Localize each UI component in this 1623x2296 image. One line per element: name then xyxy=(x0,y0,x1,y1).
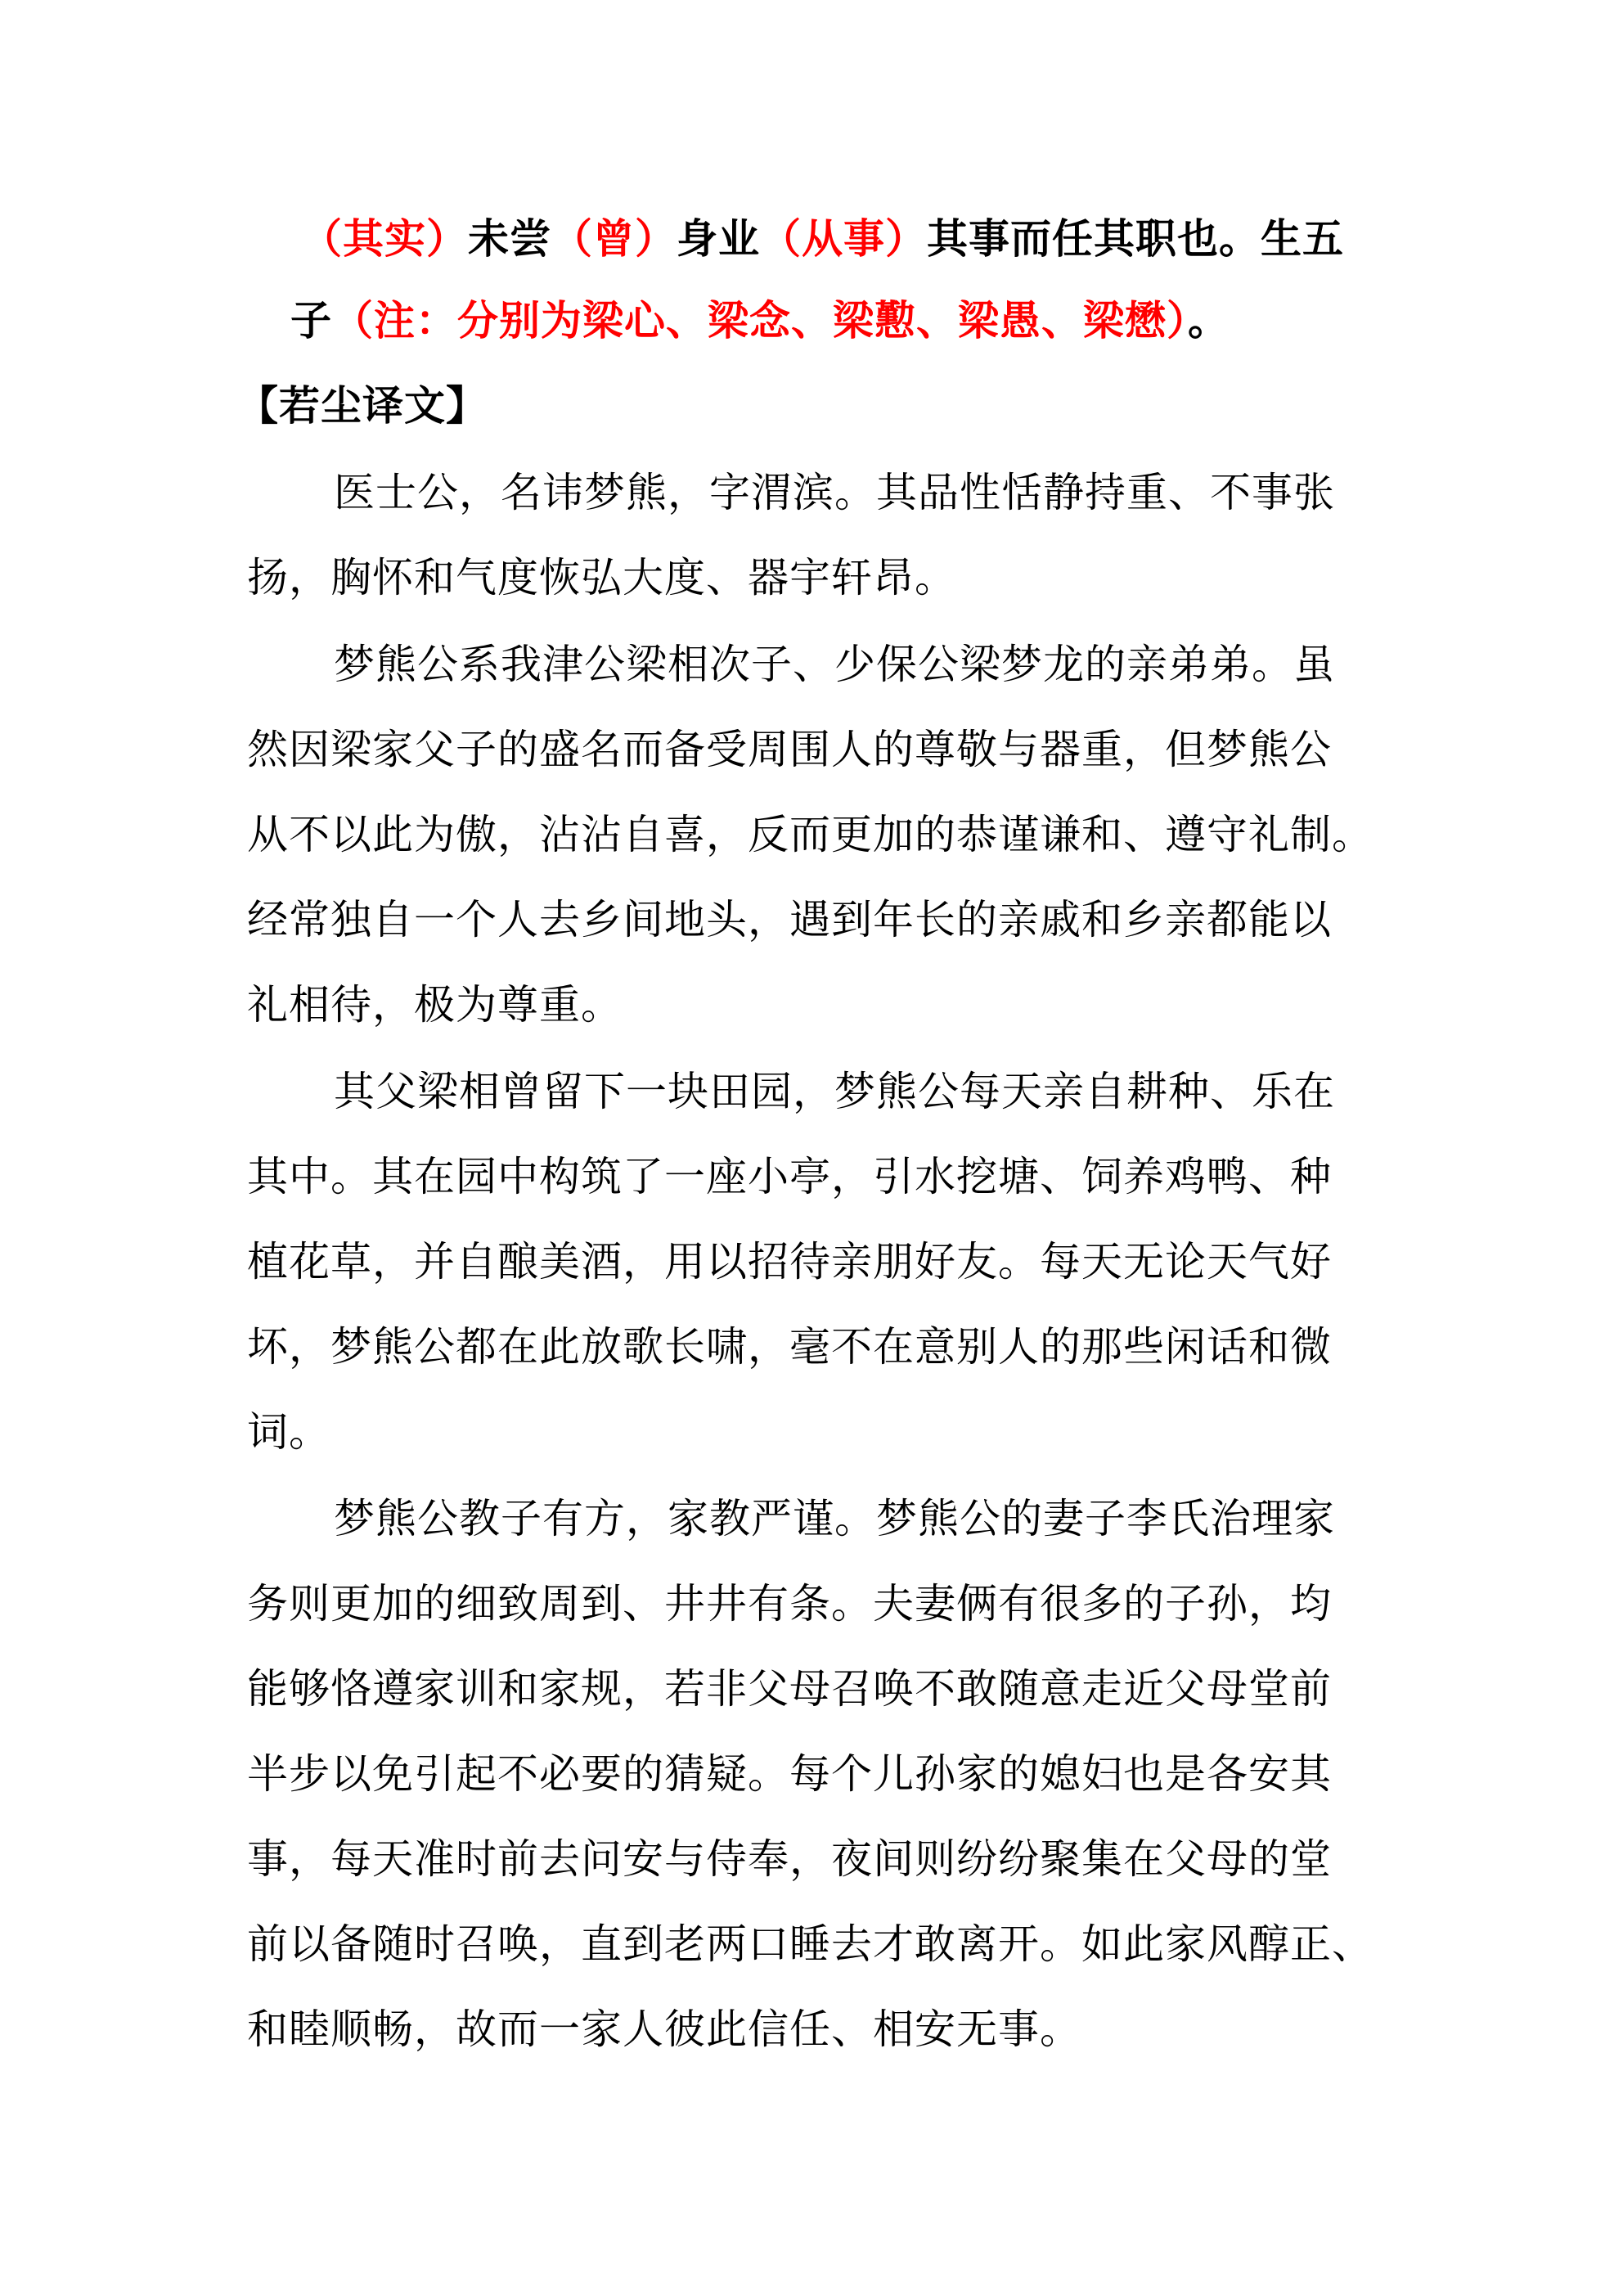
original-text: 身业 xyxy=(677,214,760,263)
paragraph-4-line-7: 和睦顺畅，故而一家人彼此信任、相安无事。 xyxy=(247,2006,1081,2053)
paragraph-2-line-3: 从不以此为傲，沾沾自喜，反而更加的恭谨谦和、遵守礼制。 xyxy=(247,811,1373,858)
paragraph-3-line-2: 其中。其在园中构筑了一座小亭，引水挖塘、饲养鸡鸭、种 xyxy=(247,1153,1332,1200)
original-text: 子 xyxy=(290,296,332,344)
paragraph-1-line-1: 医士公，名讳梦熊，字渭滨。其品性恬静持重、不事张 xyxy=(334,469,1335,516)
paragraph-3-line-4: 坏，梦熊公都在此放歌长啸，毫不在意别人的那些闲话和微 xyxy=(247,1323,1332,1371)
paragraph-3-line-3: 植花草，并自酿美酒，用以招待亲朋好友。每天无论天气好 xyxy=(247,1238,1332,1285)
paragraph-2-line-1: 梦熊公系我津公梁相次子、少保公梁梦龙的亲弟弟。虽 xyxy=(334,641,1335,688)
paragraph-2-line-4: 经常独自一个人去乡间地头，遇到年长的亲戚和乡亲都能以 xyxy=(247,896,1332,943)
paragraph-2-line-5: 礼相待，极为尊重。 xyxy=(247,981,623,1029)
paragraph-4-line-1: 梦熊公教子有方，家教严谨。梦熊公的妻子李氏治理家 xyxy=(334,1495,1335,1542)
annotation-text: （其实） xyxy=(301,214,468,263)
continuation-line-2 xyxy=(290,296,1230,345)
continuation-line-1 xyxy=(301,214,1344,263)
annotation-text: （从事） xyxy=(760,214,927,263)
paragraph-1-line-2: 扬，胸怀和气度恢弘大度、器宇轩昂。 xyxy=(247,554,956,601)
paragraph-4-line-6: 前以备随时召唤，直到老两口睡去才敢离开。如此家风醇正、 xyxy=(247,1920,1373,1968)
paragraph-4-line-5: 事，每天准时前去问安与侍奉，夜间则纷纷聚集在父母的堂 xyxy=(247,1835,1332,1883)
paragraph-4-line-3: 能够恪遵家训和家规，若非父母召唤不敢随意走近父母堂前 xyxy=(247,1665,1332,1713)
paragraph-3-line-1: 其父梁相曾留下一块田园，梦熊公每天亲自耕种、乐在 xyxy=(334,1068,1335,1115)
paragraph-2-line-2: 然因梁家父子的盛名而备受周围人的尊敬与器重，但梦熊公 xyxy=(247,726,1332,773)
paragraph-3-line-5: 词。 xyxy=(247,1408,330,1456)
original-text: 。 xyxy=(1188,296,1230,344)
section-heading: 【若尘译文】 xyxy=(237,381,488,430)
annotation-text: （曾） xyxy=(551,214,677,263)
paragraph-4-line-2: 务则更加的细致周到、井井有条。夫妻俩有很多的子孙，均 xyxy=(247,1580,1332,1627)
paragraph-4-line-4: 半步以免引起不必要的猜疑。每个儿孙家的媳妇也是各安其 xyxy=(247,1750,1332,1798)
annotation-note: （注：分别为梁心、梁念、梁懃、梁愚、梁懋） xyxy=(332,296,1188,344)
original-text: 其事而任其职也。生五 xyxy=(927,214,1344,263)
original-text: 未尝 xyxy=(468,214,551,263)
